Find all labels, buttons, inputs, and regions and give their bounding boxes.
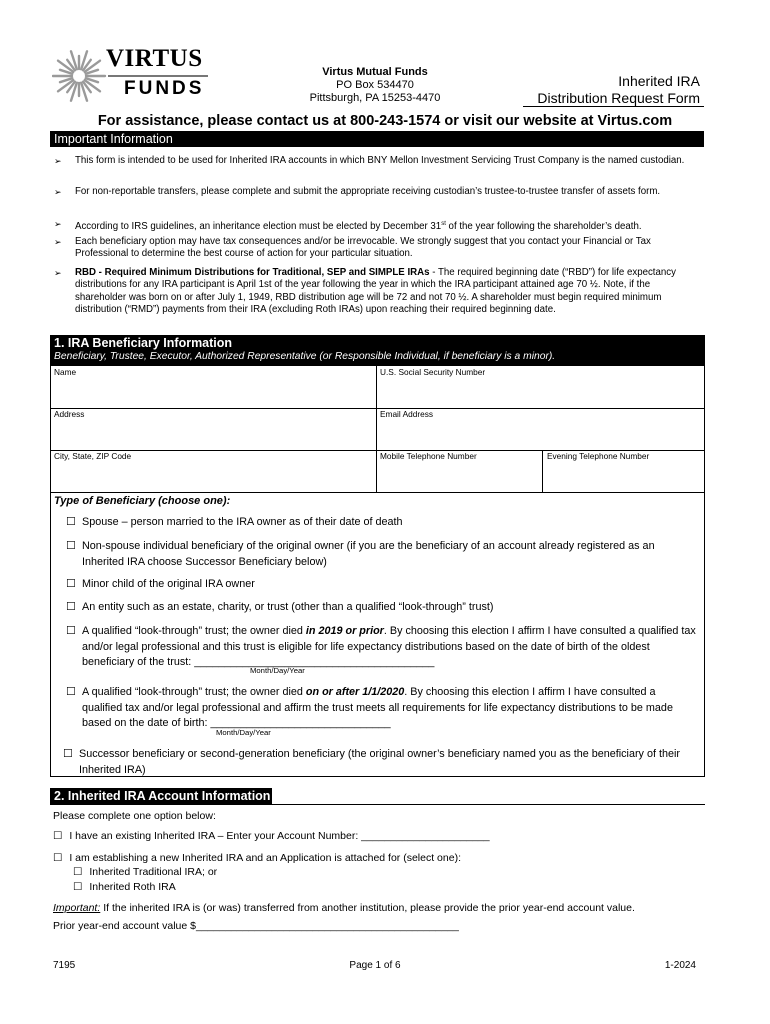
title-rule <box>523 106 704 107</box>
bullet-2-text: For non-reportable transfers, please complete and submit the appropriate receiving custodian’s trustee-to-trustee transfer of assets form. <box>75 186 661 197</box>
address-line-1: PO Box 534470 <box>336 79 414 91</box>
trust-2020-after-checkbox[interactable]: ☐ <box>66 686 76 698</box>
email-label: Email Address <box>380 409 434 419</box>
logo-word-virtus: VIRTUS <box>106 45 203 72</box>
date-label-1: Month/Day/Year <box>250 666 305 675</box>
row-line-3 <box>50 492 705 493</box>
roth-ira-text: Inherited Roth IRA <box>89 881 176 893</box>
new-account-text: I am establishing a new Inherited IRA and an Application is attached for (select one): <box>69 852 461 864</box>
evening-phone-label: Evening Telephone Number <box>547 451 650 461</box>
option-minor-child-text: Minor child of the original IRA owner <box>82 578 255 590</box>
spouse-checkbox[interactable]: ☐ <box>66 516 76 528</box>
traditional-ira-checkbox[interactable]: ☐ <box>73 866 83 878</box>
mobile-phone-label: Mobile Telephone Number <box>380 451 477 461</box>
option-successor-text: Successor beneficiary or second-generation beneficiary (the original owner’s beneficiary named you as the beneficiary of their Inherited IRA) <box>79 748 680 776</box>
bullet-4-text: Each beneficiary option may have tax consequences and/or be irrevocable. We strongly suggest that you contact your Financial or Tax Professional to determine the best course of action for your particular situation. <box>75 236 651 260</box>
bullet-3-text-end: of the year following the shareholder’s death. <box>445 221 642 233</box>
bullet-3-sup: st <box>441 221 446 227</box>
mailing-address <box>290 66 460 105</box>
company-name: Virtus Mutual Funds <box>322 66 428 78</box>
bullet-arrow-icon: ➢ <box>54 237 62 247</box>
form-title <box>500 73 700 107</box>
bullet-arrow-icon: ➢ <box>54 219 62 229</box>
prior-year-value-field[interactable] <box>212 920 548 933</box>
important-label: Important: <box>53 902 101 914</box>
trust-2020-text-rest: . By choosing this election I affirm I have consulted a qualified tax and/or legal professional and affirm the trust meets all requirements for life expectancy distributions to be made based on the date of birth: ______________________________ <box>82 686 673 729</box>
traditional-ira-text: Inherited Traditional IRA; or <box>89 866 218 878</box>
ssn-label: U.S. Social Security Number <box>380 367 486 377</box>
prior-year-value: Prior year-end account value $_____________________________________________ <box>53 920 459 932</box>
trust-2019-text: A qualified “look-through” trust; the owner died <box>82 625 306 637</box>
name-label: Name <box>54 367 77 377</box>
starburst-logo-mark <box>52 46 114 108</box>
trust-2019-emphasis: in 2019 or prior <box>305 625 384 637</box>
beneficiary-type-heading: Type of Beneficiary (choose one): <box>54 495 231 507</box>
mobile-phone-field[interactable] <box>377 462 541 491</box>
form-title-line-2: Distribution Request Form <box>537 90 700 106</box>
logo-rule <box>108 75 208 77</box>
bullet-5-text: - The required beginning date (“RBD”) for life expectancy distributions for any IRA participant is April 1st of the year following the year in which the IRA participant attained age 70 ½. Note, if the shareholder was born on or after July 1, 1949, RBD distribution age will be 72 and not 70 ½. A shareholder must begin required minimum distribution (“RMD”) payments from their IRA (excluding Roth IRAs) upon reaching their required beginning date. <box>75 267 676 315</box>
section1-subtitle: Beneficiary, Trustee, Executor, Authorized Representative (or Responsible Individual, if beneficiary is a minor). <box>54 351 556 362</box>
address-label: Address <box>54 409 85 419</box>
important-info-title: Important Information <box>54 132 173 146</box>
section2-intro: Please complete one option below: <box>53 810 216 822</box>
form-title-line-1: Inherited IRA <box>618 73 700 89</box>
trust-2020-text: A qualified “look-through” trust; the owner died <box>82 686 306 698</box>
existing-account-checkbox[interactable]: ☐ <box>53 830 63 842</box>
section2-title: 2. Inherited IRA Account Information <box>54 789 271 803</box>
bullet-arrow-icon: ➢ <box>54 156 62 166</box>
option-entity-text: An entity such as an estate, charity, or trust (other than a qualified “look-through” trust) <box>82 601 494 613</box>
bullet-1-text: This form is intended to be used for Inherited IRA accounts in which BNY Mellon Investment Servicing Trust Company is the named custodian. <box>75 155 685 166</box>
address-field[interactable] <box>51 420 375 449</box>
logo-word-funds: FUNDS <box>124 78 205 99</box>
city-state-zip-field[interactable] <box>51 462 375 491</box>
entity-checkbox[interactable]: ☐ <box>66 601 76 613</box>
date-label-2: Month/Day/Year <box>216 728 271 737</box>
address-line-2: Pittsburgh, PA 15253-4470 <box>309 92 441 104</box>
trust-2019-prior-checkbox[interactable]: ☐ <box>66 625 76 637</box>
transfer-note-text: If the inherited IRA is (or was) transferred from another institution, please provide the prior year-end account value. <box>100 902 635 914</box>
ssn-field[interactable] <box>377 378 703 407</box>
row-line-1 <box>50 408 705 409</box>
roth-ira-option <box>73 881 176 894</box>
assistance-line: For assistance, please contact us at 800-243-1574 or visit our website at Virtus.com <box>97 113 673 129</box>
table-border-right <box>704 335 705 776</box>
bullet-arrow-icon: ➢ <box>54 268 62 278</box>
page-number: Page 1 of 6 <box>349 960 401 971</box>
traditional-ira-option <box>73 866 217 879</box>
virtus-logo <box>52 46 210 106</box>
section1-title: 1. IRA Beneficiary Information <box>54 336 233 350</box>
revision-date: 1-2024 <box>664 960 696 971</box>
minor-child-checkbox[interactable]: ☐ <box>66 578 76 590</box>
bullet-arrow-icon: ➢ <box>54 187 62 197</box>
transfer-note <box>53 902 713 915</box>
option-spouse-text: Spouse – person married to the IRA owner as of their date of death <box>82 516 403 528</box>
evening-phone-field[interactable] <box>543 462 703 491</box>
option-non-spouse-text: Non-spouse individual beneficiary of the original owner (if you are the beneficiary of an account already registered as an Inherited IRA choose Successor Beneficiary below) <box>82 540 655 568</box>
bullet-3-text: According to IRS guidelines, an inheritance election must be elected by December 31 <box>75 221 442 233</box>
form-number: 7195 <box>53 960 76 971</box>
email-field[interactable] <box>377 420 703 449</box>
account-number-field[interactable] <box>386 830 546 843</box>
section2-rule <box>50 804 705 805</box>
existing-account-text: I have an existing Inherited IRA – Enter your Account Number: ______________________ <box>69 830 490 842</box>
trust-2019-text-rest: . By choosing this election I affirm I have consulted a qualified tax and/or legal professional and this trust is eligible for life expectancy distributions based on the date of birth of the oldest beneficiary of the trust: ________________________________________ <box>82 625 696 668</box>
city-state-zip-label: City, State, ZIP Code <box>54 451 132 461</box>
new-account-option <box>53 852 703 865</box>
existing-account-option <box>53 830 703 843</box>
bullet-5-heading: RBD - Required Minimum Distributions for Traditional, SEP and SIMPLE IRAs <box>75 267 430 278</box>
trust-2020-emphasis: on or after 1/1/2020 <box>305 686 405 698</box>
successor-checkbox[interactable]: ☐ <box>63 748 73 760</box>
name-field[interactable] <box>51 378 375 407</box>
new-account-checkbox[interactable]: ☐ <box>53 852 63 864</box>
roth-ira-checkbox[interactable]: ☐ <box>73 881 83 893</box>
non-spouse-checkbox[interactable]: ☐ <box>66 540 76 552</box>
